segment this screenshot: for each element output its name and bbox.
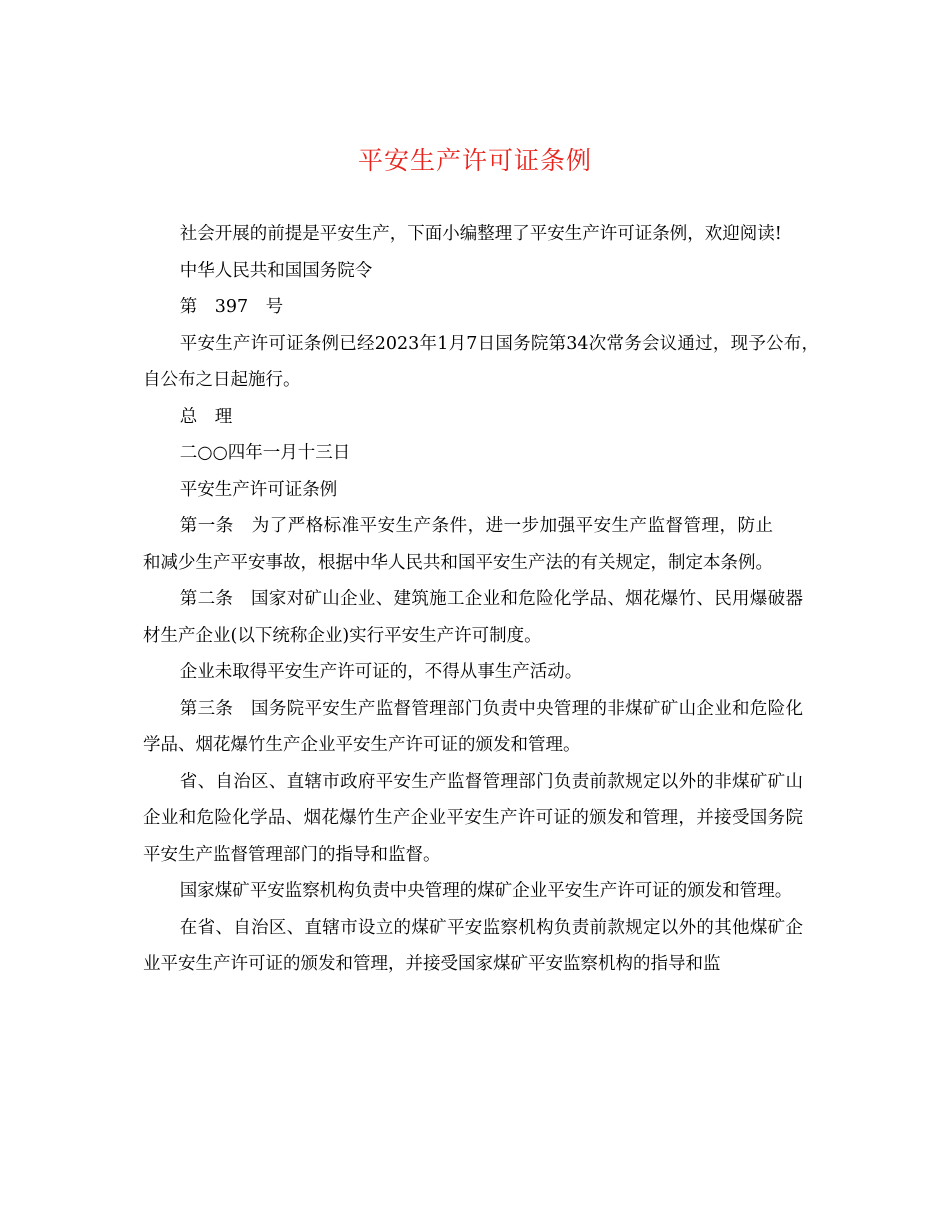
intro-paragraph: 社会开展的前提是平安生产，下面小编整理了平安生产许可证条例，欢迎阅读! (179, 224, 782, 244)
decree-number: 第 397 号 (179, 297, 284, 317)
article-3: 第三条 国务院平安生产监督管理部门负责中央管理的非煤矿矿山企业和危险化学品、烟花爆竹生产企业平安生产许可证的颁发和管理。 (143, 698, 803, 755)
article-3-paragraph-4: 在省、自治区、直辖市设立的煤矿平安监察机构负责前款规定以外的其他煤矿企业平安生产许可证的颁发和管理，并接受国家煤矿平安监察机构的指导和监 (143, 917, 803, 974)
document-title: 平安生产许可证条例 (357, 146, 592, 175)
document-body (143, 216, 819, 983)
article-1: 第一条 为了严格标准平安生产条件，进一步加强平安生产监督管理，防止和减少生产平安事故，根据中华人民共和国平安生产法的有关规定，制定本条例。 (143, 516, 773, 573)
premier-signature: 总 理 (179, 406, 233, 427)
decree-date: 二○○四年一月十三日 (179, 443, 351, 463)
article-3-paragraph-3: 国家煤矿平安监察机构负责中央管理的煤矿企业平安生产许可证的颁发和管理。 (179, 881, 793, 901)
regulation-title: 平安生产许可证条例 (179, 479, 338, 500)
article-3-paragraph-2: 省、自治区、直辖市政府平安生产监督管理部门负责前款规定以外的非煤矿矿山企业和危险化学品、烟花爆竹生产企业平安生产许可证的颁发和管理，并接受国务院平安生产监督管理部门的指导和监督。 (143, 771, 803, 865)
decree-statement: 平安生产许可证条例已经2023年1月7日国务院第34次常务会议通过，现予公布，自公布之日起施行。 (143, 333, 819, 390)
article-2: 第二条 国家对矿山企业、建筑施工企业和危险化学品、烟花爆竹、民用爆破器材生产企业(以下统称企业)实行平安生产许可制度。 (143, 589, 803, 646)
article-2-paragraph-2: 企业未取得平安生产许可证的，不得从事生产活动。 (179, 662, 583, 682)
decree-issuer: 中华人民共和国国务院令 (179, 260, 373, 281)
